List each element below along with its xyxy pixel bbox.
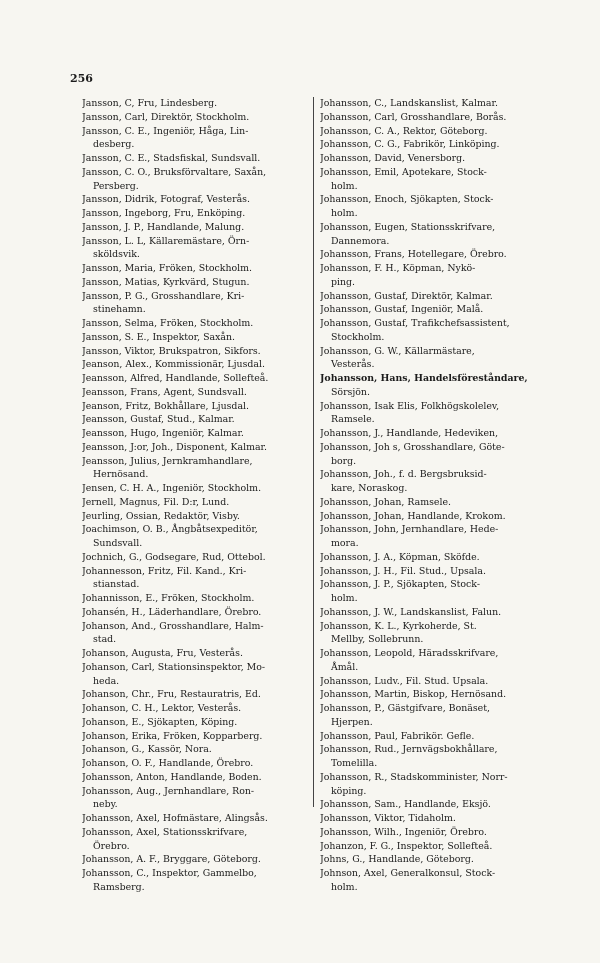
directory-entry: Johansson, Johan, Ramsele. — [320, 496, 451, 508]
directory-entry: Jeanson, Fritz, Bokhållare, Ljusdal. — [82, 400, 250, 412]
directory-entry: Johansson, Joh., f. d. Bergsbruksid- — [320, 469, 487, 481]
entry-continuation: Sundsvall. — [93, 538, 143, 549]
directory-entry: Johannesson, Fritz, Fil. Kand., Kri- — [82, 565, 247, 577]
directory-entry: Johansson, Johan, Handlande, Krokom. — [320, 510, 506, 522]
directory-entry: Johansson, Rud., Jernvägsbokhållare, — [320, 744, 498, 756]
entry-continuation: holm. — [331, 208, 358, 219]
directory-entry: Johansson, J., Handlande, Hedeviken, — [320, 428, 499, 439]
entry-continuation: Ramsele. — [331, 414, 375, 426]
directory-entry: Johansson, Gustaf, Direktör, Kalmar. — [320, 290, 493, 302]
directory-entry: Jeanson, Alex., Kommissionär, Ljusdal. — [82, 359, 265, 371]
directory-entry: Johansson, R., Stadskomminister, Norr- — [320, 771, 508, 783]
entry-continuation: Ramsberg. — [93, 881, 145, 893]
directory-entry: Jeansson, Frans, Agent, Sundsvall. — [82, 386, 247, 398]
directory-entry: Jansson, Carl, Direktör, Stockholm. — [82, 111, 250, 123]
directory-entry: Jansson, Didrik, Fotograf, Vesterås. — [82, 194, 250, 206]
directory-entry: Johansson, J. W., Landskanslist, Falun. — [320, 606, 502, 618]
directory-entry: Jeansson, Julius, Jernkramhandlare, — [82, 455, 253, 467]
directory-entry: Johansson, Martin, Biskop, Hernösand. — [320, 689, 507, 701]
entry-continuation: Tomelilla. — [331, 758, 378, 769]
directory-entry: Johansson, Axel, Hofmästare, Alingsås. — [82, 813, 268, 824]
directory-entry: Johnson, Axel, Generalkonsul, Stock- — [320, 868, 496, 879]
directory-entry: Johansson, David, Venersborg. — [320, 153, 466, 164]
directory-entry: Jansson, C, Fru, Lindesberg. — [82, 98, 218, 109]
directory-entry: Jansson, Ingeborg, Fru, Enköping. — [82, 208, 246, 219]
directory-entry: Johansson, Leopold, Häradsskrifvare, — [320, 648, 499, 659]
entry-continuation: Mellby, Sollebrunn. — [331, 634, 424, 646]
entry-continuation: heda. — [93, 675, 120, 687]
directory-entry: Jeansson, Alfred, Handlande, Sollefteå. — [82, 373, 269, 384]
directory-entry: Jeansson, Gustaf, Stud., Kalmar. — [82, 414, 235, 426]
directory-entry: Johansson, Hans, Handelsföreståndare, — [320, 373, 528, 384]
directory-entry: Johanson, And., Grosshandlare, Halm- — [82, 620, 264, 632]
directory-entry: Johansson, Carl, Grosshandlare, Borås. — [320, 111, 507, 123]
directory-entry: Johansson, Axel, Stationsskrifvare, — [82, 826, 248, 838]
entry-continuation: stianstad. — [93, 579, 140, 591]
directory-entry: Johansson, J. P., Sjökapten, Stock- — [320, 579, 480, 591]
directory-entry: Johns, G., Handlande, Göteborg. — [320, 854, 474, 866]
directory-entry: Johanson, Chr., Fru, Restauratris, Ed. — [82, 689, 261, 701]
entry-continuation: Persberg. — [93, 180, 139, 192]
entry-continuation: desberg. — [93, 139, 135, 151]
directory-entry: Johannisson, E., Fröken, Stockholm. — [82, 593, 255, 604]
directory-entry: Johansson, Wilh., Ingeniör, Örebro. — [320, 826, 487, 838]
entry-continuation: Åmål. — [331, 661, 359, 673]
directory-entry: Johansson, C. G., Fabrikör, Linköping. — [320, 139, 500, 151]
directory-entry: Jansson, Matias, Kyrkvärd, Stugun. — [82, 276, 250, 288]
column-divider — [313, 97, 314, 807]
directory-entry: Jansson, Selma, Fröken, Stockholm. — [82, 318, 254, 329]
directory-entry: Johansson, C., Inspektor, Gammelbo, — [82, 868, 257, 879]
entry-continuation: Dannemora. — [331, 235, 390, 247]
directory-entry: Johansson, C. A., Rektor, Göteborg. — [320, 125, 488, 137]
directory-entry: Jeurling, Ossian, Redaktör, Visby. — [82, 510, 240, 522]
directory-entry: Johansson, Sam., Handlande, Eksjö. — [320, 799, 491, 811]
directory-entry: Johanson, E., Sjökapten, Köping. — [82, 716, 238, 728]
directory-entry: Jeansson, Hugo, Ingeniör, Kalmar. — [82, 428, 244, 439]
entry-continuation: kare, Noraskog. — [331, 483, 408, 494]
directory-entry: Jensen, C. H. A., Ingeniör, Stockholm. — [82, 483, 262, 494]
directory-entry: Johanson, O. F., Handlande, Örebro. — [82, 758, 254, 769]
directory-entry: Johansén, H., Läderhandlare, Örebro. — [82, 606, 262, 618]
directory-entry: Johansson, K. L., Kyrkoherde, St. — [320, 620, 477, 632]
directory-entry: Jernell, Magnus, Fil. D:r, Lund. — [82, 496, 230, 508]
directory-entry: Johansson, John, Jernhandlare, Hede- — [320, 524, 499, 536]
entry-continuation: borg. — [331, 455, 357, 467]
page-number: 256 — [70, 72, 93, 85]
entry-continuation: ping. — [331, 276, 356, 288]
directory-entry: Johansson, Isak Elis, Folkhögskolelev, — [320, 400, 500, 412]
directory-entry: Johansson, Emil, Apotekare, Stock- — [320, 166, 487, 178]
directory-entry: Johansson, Paul, Fabrikör. Gefle. — [320, 730, 475, 742]
directory-entry: Jansson, S. E., Inspektor, Saxån. — [82, 331, 235, 343]
directory-entry: Johansson, F. H., Köpman, Nykö- — [320, 263, 476, 274]
directory-entry: Jansson, J. P., Handlande, Malung. — [82, 221, 245, 233]
directory-entry: Jochnich, G., Godsegare, Rud, Ottebol. — [82, 551, 266, 563]
entry-continuation: sköldsvik. — [93, 249, 140, 261]
entry-continuation: Stockholm. — [331, 331, 385, 343]
directory-entry: Johanson, Carl, Stationsinspektor, Mo- — [82, 661, 266, 673]
entry-continuation: mora. — [331, 538, 359, 549]
directory-entry: Johansson, Joh s, Grosshandlare, Göte- — [320, 441, 505, 453]
entry-continuation: holm. — [331, 180, 358, 192]
directory-entry: Jansson, Viktor, Brukspatron, Sikfors. — [82, 345, 261, 357]
directory-entry: Johanson, G., Kassör, Nora. — [82, 744, 212, 756]
directory-entry: Johanzon, F. G., Inspektor, Sollefteå. — [320, 840, 493, 852]
directory-entry: Johansson, P., Gästgifvare, Bonäset, — [320, 703, 490, 714]
directory-entry: Johansson, G. W., Källarmästare, — [320, 345, 475, 357]
entry-continuation: holm. — [331, 881, 358, 893]
directory-entry: Johansson, Enoch, Sjökapten, Stock- — [320, 194, 494, 206]
entry-continuation: holm. — [331, 593, 358, 604]
entry-continuation: stad. — [93, 634, 117, 646]
directory-entry: Johanson, Augusta, Fru, Vesterås. — [82, 648, 243, 659]
directory-entry: Johansson, J. A., Köpman, Sköfde. — [320, 551, 480, 563]
directory-entry: Jansson, L. L, Källaremästare, Örn- — [82, 235, 250, 247]
directory-entry: Johanson, Erika, Fröken, Kopparberg. — [82, 730, 263, 742]
directory-entry: Johansson, C., Landskanslist, Kalmar. — [320, 98, 498, 109]
entry-continuation: Hjerpen. — [331, 716, 373, 728]
entry-continuation: Vesterås. — [331, 359, 375, 371]
directory-entry: Joachimson, O. B., Ångbåtsexpeditör, — [82, 524, 258, 536]
directory-entry: Jeansson, J:or, Joh., Disponent, Kalmar. — [82, 441, 267, 453]
directory-entry: Johansson, A. F., Bryggare, Göteborg. — [82, 854, 261, 866]
entry-continuation: köping. — [331, 785, 367, 797]
directory-entry: Johansson, Viktor, Tidaholm. — [320, 813, 456, 824]
directory-entry: Jansson, C. E., Stadsfiskal, Sundsvall. — [82, 153, 261, 164]
directory-entry: Johansson, Ludv., Fil. Stud. Upsala. — [320, 675, 489, 687]
directory-entry: Johansson, Anton, Handlande, Boden. — [82, 771, 262, 783]
directory-entry: Johanson, C. H., Lektor, Vesterås. — [82, 703, 242, 714]
entry-continuation: neby. — [93, 799, 118, 811]
directory-entry: Johansson, Eugen, Stationsskrifvare, — [320, 221, 496, 233]
entry-continuation: Örebro. — [93, 840, 130, 852]
directory-entry: Johansson, Gustaf, Ingeniör, Malå. — [320, 304, 484, 316]
directory-entry: Johansson, Frans, Hotellegare, Örebro. — [320, 249, 507, 261]
right-column — [320, 97, 556, 895]
entry-continuation: Sörsjön. — [331, 386, 370, 398]
directory-entry: Jansson, C. E., Ingeniör, Håga, Lin- — [82, 125, 249, 137]
directory-entry: Johansson, Gustaf, Trafikchefsassistent, — [320, 318, 510, 329]
left-column — [82, 97, 312, 895]
directory-entry: Johansson, Aug., Jernhandlare, Ron- — [82, 785, 255, 797]
entry-continuation: Hernösand. — [93, 469, 149, 481]
directory-entry: Johansson, J. H., Fil. Stud., Upsala. — [320, 565, 486, 577]
entry-continuation: stinehamn. — [93, 304, 146, 316]
directory-entry: Jansson, C. O., Bruksförvaltare, Saxån, — [82, 166, 267, 178]
directory-entry: Jansson, Maria, Fröken, Stockholm. — [82, 263, 253, 274]
directory-entry: Jansson, P. G., Grosshandlare, Kri- — [82, 290, 245, 302]
